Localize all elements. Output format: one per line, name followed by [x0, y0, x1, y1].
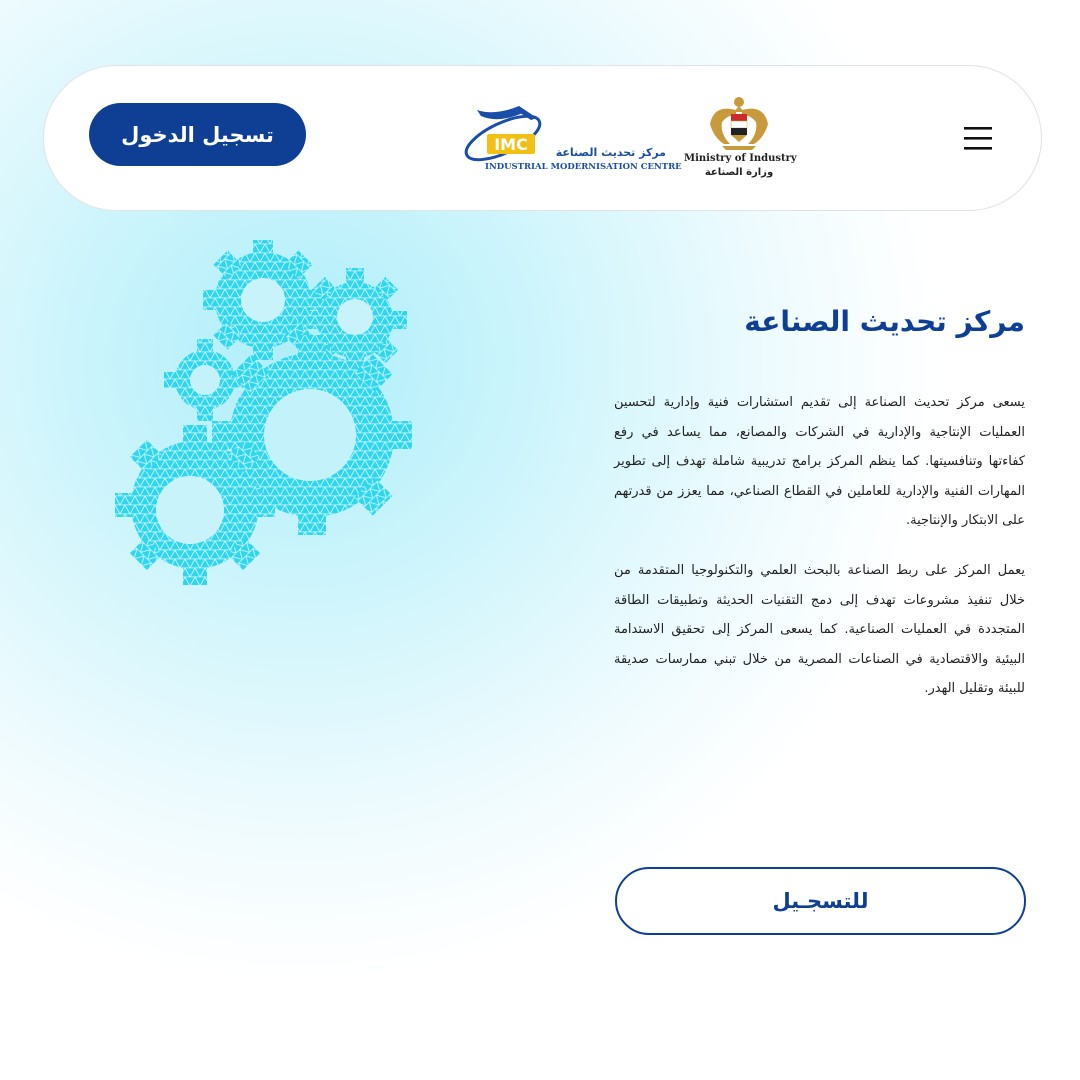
gears-icon	[100, 235, 440, 595]
eagle-emblem-icon	[684, 94, 794, 152]
intro-paragraph-1: يسعى مركز تحديث الصناعة إلى تقديم استشارات فنية وإدارية لتحسين العمليات الإنتاجية والإدارية في الشركات والمصانع، مما يساعد في رفع كفاءتها وتنافسيتها. كما ينظم المركز برامج تدريبية شاملة تهدف إلى تطوير المهارات الفنية والإدارية للعاملين في القطاع الصناعي، مما يعزز من قدرتهم على الابتكار والإنتاجية.	[614, 395, 1025, 528]
top-navbar	[43, 65, 1042, 211]
imc-english-name: INDUSTRIAL MODERNISATION CENTRE	[485, 162, 682, 172]
imc-arabic-name: مركز تحديث الصناعة	[555, 146, 666, 159]
gears-illustration	[100, 235, 440, 595]
login-button[interactable]: تسجيل الدخول	[89, 103, 306, 166]
ministry-logo[interactable]	[684, 94, 797, 184]
ministry-english-name: Ministry of Industry	[684, 153, 797, 164]
register-button[interactable]: للتسجـيل	[615, 867, 1026, 935]
imc-mark-text: IMC	[494, 135, 528, 154]
page-title: مركز تحديث الصناعة	[744, 305, 1025, 338]
imc-logo[interactable]	[459, 102, 682, 174]
hamburger-menu-button[interactable]	[962, 124, 996, 154]
hamburger-menu-icon	[962, 124, 996, 154]
ministry-arabic-name: وزارة الصناعة	[704, 167, 774, 178]
intro-paragraph-2: يعمل المركز على ربط الصناعة بالبحث العلمي والتكنولوجيا المتقدمة من خلال تنفيذ مشروعات تهدف إلى دمج التقنيات الحديثة وتطبيقات الطاقة المتجددة في العمليات الصناعية. كما يسعى المركز إلى تحقيق الاستدامة البيئية والاقتصادية في الصناعات المصرية من خلال تبني ممارسات صديقة للبيئة وتقليل الهدر.	[614, 563, 1025, 696]
